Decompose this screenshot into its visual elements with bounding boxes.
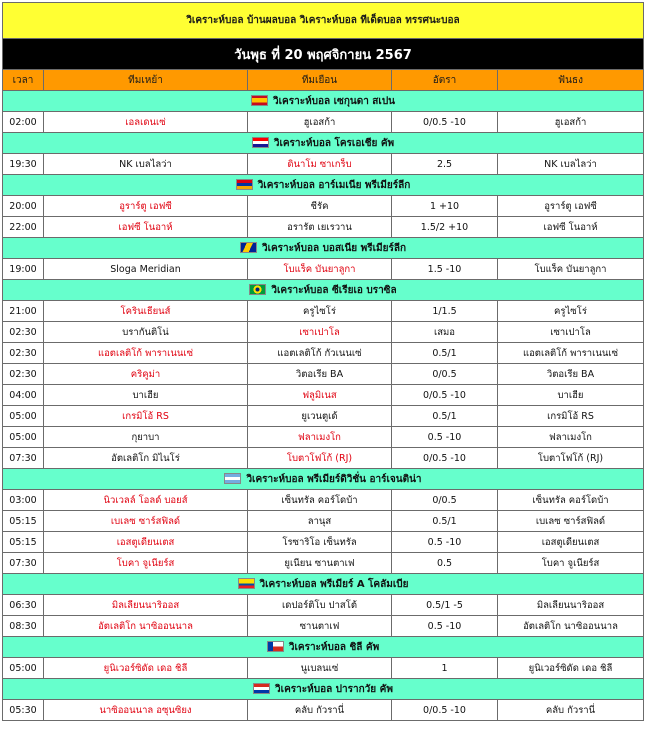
match-tip: เอฟซี โนอาห์ [498, 217, 644, 238]
league-header [3, 679, 644, 700]
home-team: NK เบลไลว่า [44, 154, 248, 175]
match-time: 19:30 [3, 154, 44, 175]
home-team: เบเลซ ซาร์สฟิลด์ [44, 511, 248, 532]
away-team: เซ็นทรัล คอร์โดบ้า [248, 490, 392, 511]
match-row [3, 217, 644, 238]
match-tip: โบตาโฟโก้ (RJ) [498, 448, 644, 469]
home-team: โบคา จูเนียร์ส [44, 553, 248, 574]
home-team: อัตเลติโก นาซิออนนาล [44, 616, 248, 637]
match-time: 05:15 [3, 532, 44, 553]
home-team: มิลเลียนนาริออส [44, 595, 248, 616]
match-tip: เอสตูเดียนเตส [498, 532, 644, 553]
header-odds: อัตรา [392, 70, 498, 91]
match-row [3, 553, 644, 574]
away-team: โบตาโฟโก้ (RJ) [248, 448, 392, 469]
match-row [3, 490, 644, 511]
header-tip: ฟันธง [498, 70, 644, 91]
match-tip: อัตเลติโก นาซิออนนาล [498, 616, 644, 637]
match-time: 05:15 [3, 511, 44, 532]
match-row [3, 448, 644, 469]
match-time: 20:00 [3, 196, 44, 217]
armenia-flag-icon [236, 179, 253, 190]
match-row [3, 595, 644, 616]
match-time: 06:30 [3, 595, 44, 616]
league-header [3, 175, 644, 196]
match-time: 21:00 [3, 301, 44, 322]
home-team: เอฟซี โนอาห์ [44, 217, 248, 238]
away-team: ครูไซโร่ [248, 301, 392, 322]
away-team: ฟลูมิเนส [248, 385, 392, 406]
match-row [3, 658, 644, 679]
match-row [3, 259, 644, 280]
match-tip: ฮูเอสก้า [498, 112, 644, 133]
league-header-row [3, 679, 644, 700]
match-tip: วิตอเรีย BA [498, 364, 644, 385]
match-odds: 0/0.5 -10 [392, 112, 498, 133]
league-name: วิเคราะห์บอล ชิลี คัพ [288, 641, 380, 653]
match-odds: 1 [392, 658, 498, 679]
match-odds: 0.5/1 [392, 343, 498, 364]
match-tip: ยูนิเวอร์ซิดัด เดอ ชิลี [498, 658, 644, 679]
league-header [3, 91, 644, 112]
away-team: วิตอเรีย BA [248, 364, 392, 385]
away-team: แอตเลติโก้ กัวเนนเซ่ [248, 343, 392, 364]
match-time: 05:30 [3, 700, 44, 721]
match-row [3, 196, 644, 217]
league-header [3, 280, 644, 301]
match-odds: 0.5 -10 [392, 532, 498, 553]
match-row [3, 154, 644, 175]
away-team: ฮูเอสก้า [248, 112, 392, 133]
away-team: เดปอร์ติโบ ปาสโต้ [248, 595, 392, 616]
home-team: อัตเลติโก มิไนโร่ [44, 448, 248, 469]
match-time: 02:30 [3, 343, 44, 364]
match-odds: 1 +10 [392, 196, 498, 217]
away-team: เซาเปาโล [248, 322, 392, 343]
bosnia-flag-icon [240, 242, 257, 253]
match-tip: บาเฮีย [498, 385, 644, 406]
match-tip: NK เบลไลว่า [498, 154, 644, 175]
league-header-row [3, 280, 644, 301]
match-tip: เซ็นทรัล คอร์โดบ้า [498, 490, 644, 511]
match-row [3, 112, 644, 133]
column-header-row [3, 70, 644, 91]
match-odds: 1.5 -10 [392, 259, 498, 280]
away-team: ดินาโม ซาเกร็บ [248, 154, 392, 175]
match-odds: 0/0.5 -10 [392, 385, 498, 406]
league-name: วิเคราะห์บอล โครเอเชีย คัพ [273, 137, 395, 149]
match-tip: โบคา จูเนียร์ส [498, 553, 644, 574]
paraguay-flag-icon [253, 683, 270, 694]
match-tip: คลับ กัวรานี่ [498, 700, 644, 721]
away-team: โบแร็ค บันยาลูกา [248, 259, 392, 280]
match-odds: 0/0.5 [392, 364, 498, 385]
header-time: เวลา [3, 70, 44, 91]
away-team: โรซาริโอ เซ็นทรัล [248, 532, 392, 553]
title-row [3, 3, 644, 39]
croatia-flag-icon [252, 137, 269, 148]
home-team: Sloga Meridian [44, 259, 248, 280]
league-header-row [3, 637, 644, 658]
away-team: ซานตาเฟ [248, 616, 392, 637]
league-name: วิเคราะห์บอล เซกุนดา สเปน [272, 95, 396, 107]
match-tip: ฟลาเมงโก [498, 427, 644, 448]
league-header [3, 469, 644, 490]
league-header-row [3, 175, 644, 196]
match-time: 05:00 [3, 658, 44, 679]
league-header-row [3, 238, 644, 259]
match-odds: เสมอ [392, 322, 498, 343]
home-team: อูราร์ตู เอฟซี [44, 196, 248, 217]
away-team: ลานุส [248, 511, 392, 532]
colombia-flag-icon [238, 578, 255, 589]
date-row [3, 39, 644, 70]
match-time: 05:00 [3, 406, 44, 427]
home-team: บาเฮีย [44, 385, 248, 406]
match-odds: 0.5 [392, 553, 498, 574]
league-header-row [3, 469, 644, 490]
match-row [3, 532, 644, 553]
match-odds: 0.5/1 -5 [392, 595, 498, 616]
match-time: 22:00 [3, 217, 44, 238]
match-odds: 0.5/1 [392, 511, 498, 532]
match-time: 07:30 [3, 448, 44, 469]
match-odds: 0/0.5 [392, 490, 498, 511]
match-tip: เบเลซ ซาร์สฟิลด์ [498, 511, 644, 532]
match-time: 07:30 [3, 553, 44, 574]
home-team: กุยาบา [44, 427, 248, 448]
match-time: 02:30 [3, 322, 44, 343]
home-team: นิวเวลล์ โอลด์ บอยส์ [44, 490, 248, 511]
chile-flag-icon [267, 641, 284, 652]
match-odds: 0.5/1 [392, 406, 498, 427]
home-team: เอสตูเดียนเตส [44, 532, 248, 553]
match-time: 08:30 [3, 616, 44, 637]
away-team: อรารัต เยเรวาน [248, 217, 392, 238]
match-row [3, 700, 644, 721]
away-team: นูเบลนเซ่ [248, 658, 392, 679]
league-header [3, 238, 644, 259]
match-row [3, 364, 644, 385]
page-title: วิเคราะห์บอล บ้านผลบอล วิเคราะห์บอล ทีเด็ดบอล ทรรศนะบอล [3, 3, 644, 39]
home-team: บรากันติโน่ [44, 322, 248, 343]
league-header-row [3, 91, 644, 112]
match-row [3, 343, 644, 364]
league-header [3, 574, 644, 595]
match-odds: 0.5 -10 [392, 427, 498, 448]
home-team: คริคูม่า [44, 364, 248, 385]
league-name: วิเคราะห์บอล ซีเรียเอ บราซิล [271, 284, 397, 296]
match-odds: 0/0.5 -10 [392, 448, 498, 469]
league-header [3, 133, 644, 154]
league-name: วิเคราะห์บอล บอสเนีย พรีเมียร์ลีก [261, 242, 407, 254]
match-odds: 2.5 [392, 154, 498, 175]
match-odds: 0.5 -10 [392, 616, 498, 637]
match-tip: โบแร็ค บันยาลูกา [498, 259, 644, 280]
away-team: ชีรัค [248, 196, 392, 217]
match-odds: 1/1.5 [392, 301, 498, 322]
match-tip: มิลเลียนนาริออส [498, 595, 644, 616]
league-name: วิเคราะห์บอล ปารากวัย คัพ [275, 683, 393, 695]
match-row [3, 385, 644, 406]
match-time: 03:00 [3, 490, 44, 511]
league-name: วิเคราะห์บอล อาร์เมเนีย พรีเมียร์ลีก [257, 179, 411, 191]
home-team: เกรมิโอ้ RS [44, 406, 248, 427]
match-tip: ครูไซโร่ [498, 301, 644, 322]
match-row [3, 322, 644, 343]
match-tip: เซาเปาโล [498, 322, 644, 343]
league-name: วิเคราะห์บอล พรีเมียร์ดิวิชั่น อาร์เจนติน่า [246, 473, 422, 485]
match-tip: เกรมิโอ้ RS [498, 406, 644, 427]
home-team: โครินเธียนส์ [44, 301, 248, 322]
match-row [3, 301, 644, 322]
spain-flag-icon [251, 95, 268, 106]
home-team: เอลเดนเซ่ [44, 112, 248, 133]
match-time: 02:30 [3, 364, 44, 385]
brazil-flag-icon [249, 284, 266, 295]
away-team: คลับ กัวรานี่ [248, 700, 392, 721]
league-header-row [3, 133, 644, 154]
match-time: 19:00 [3, 259, 44, 280]
match-row [3, 427, 644, 448]
match-tip: อูราร์ตู เอฟซี [498, 196, 644, 217]
match-row [3, 406, 644, 427]
match-date: วันพุธ ที่ 20 พฤศจิกายน 2567 [3, 39, 644, 70]
home-team: ยูนิเวอร์ซิดัด เดอ ชิลี [44, 658, 248, 679]
away-team: ฟลาเมงโก [248, 427, 392, 448]
match-row [3, 511, 644, 532]
league-name: วิเคราะห์บอล พรีเมียร์ A โคลัมเบีย [259, 578, 409, 590]
match-time: 02:00 [3, 112, 44, 133]
match-odds: 1.5/2 +10 [392, 217, 498, 238]
header-away: ทีมเยือน [248, 70, 392, 91]
argentina-flag-icon [224, 473, 241, 484]
header-home: ทีมเหย้า [44, 70, 248, 91]
match-tip: แอตเลติโก้ พาราเนนเซ่ [498, 343, 644, 364]
away-team: ยูเวนตูเด้ [248, 406, 392, 427]
match-time: 04:00 [3, 385, 44, 406]
match-time: 05:00 [3, 427, 44, 448]
home-team: แอตเลติโก้ พาราเนนเซ่ [44, 343, 248, 364]
away-team: ยูเนียน ซานตาเฟ [248, 553, 392, 574]
league-header-row [3, 574, 644, 595]
analysis-table [2, 2, 644, 721]
home-team: นาซิออนนาล อซุนซิยง [44, 700, 248, 721]
match-row [3, 616, 644, 637]
league-header [3, 637, 644, 658]
match-odds: 0/0.5 -10 [392, 700, 498, 721]
